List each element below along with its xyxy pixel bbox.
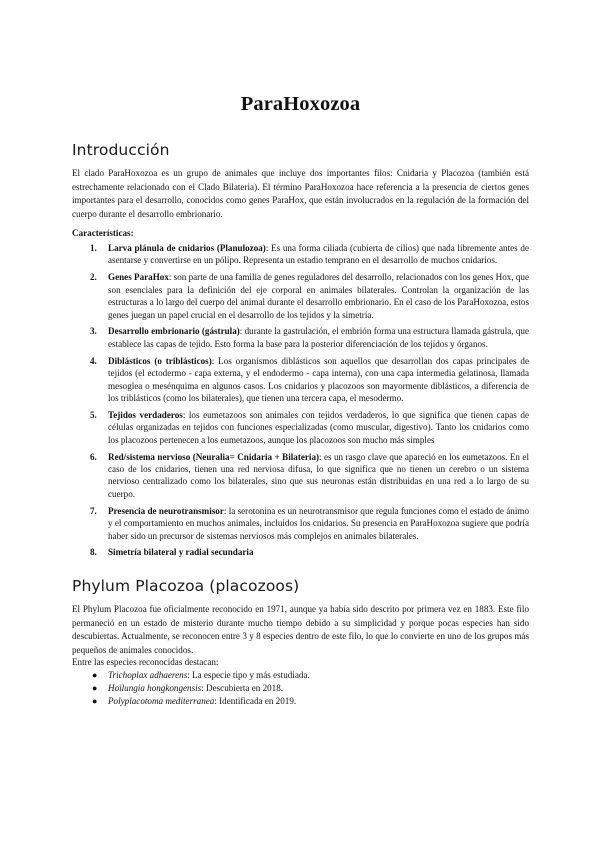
- list-item: [72, 695, 529, 708]
- list-text: : Los organismos diblásticos son aquellos que desarrollan dos capas principales de tejidos (el ectodermo - capa externa, y el endodermo - capa interna), con una capa intermedia gelatinosa, llamada mesoglea o mesénquima en algunos casos. Los cnidarios y placozoos son mayormente diblásticos, a diferencia de los triblásticos (como los bilaterales), que tienen una tercera capa, el mesodermo.: [108, 355, 529, 403]
- list-term: Desarrollo embrionario (gástrula): [108, 326, 240, 337]
- list-text: : la serotonina es un neurotransmisor que regula funciones como el estado de ánimo y el comportamiento en muchos animales, incluidos los cnidarios. Su presencia en ParaHoxozoa sugiere que podría haber sido un precursor de sistemas nerviosos más complejos en animales bilaterales.: [108, 505, 529, 541]
- species-name: Hoilungia hongkongensis: [108, 683, 202, 694]
- list-text: : son parte de una familia de genes reguladores del desarrollo, relacionados con los genes Hox, que son esenciales para la definición del eje corporal en animales bilaterales. Controlan la organización de las estructuras a lo largo del cuerpo del animal durante el desarrollo embrionario. En el caso de los ParaHoxozoa, estos genes juegan un papel crucial en el desarrollo de los tejidos y la simetría.: [108, 272, 529, 320]
- species-desc: : Identificada en 2019.: [214, 696, 297, 707]
- list-number: 7.: [90, 505, 97, 516]
- list-term: Tejidos verdaderos: [108, 409, 183, 420]
- phylum-paragraph: El Phylum Placozoa fue oficialmente reconocido en 1971, aunque ya había sido descrito por primera vez en 1883. Este filo permaneció en un estado de misterio durante mucho tiempo debido a su simplicidad y porque pocas especies han sido descubiertas. Actualmente, se reconocen entre 3 y 8 especies dentro de este filo, lo que lo convierte en uno de los grupos más pequeños de animales conocidos.: [72, 604, 529, 655]
- bullet-icon: ●: [92, 683, 98, 694]
- characteristics-label: Características:: [72, 228, 134, 238]
- list-number: 5.: [90, 409, 97, 420]
- list-term: Larva plánula de cnidarios (Planulozoa): [108, 243, 266, 253]
- list-number: 1.: [90, 243, 97, 253]
- species-name: Trichoplax adhaerens: [108, 670, 188, 680]
- list-number: 8.: [90, 547, 97, 558]
- section-heading-phylum: Phylum Placozoa (placozoos): [72, 577, 300, 595]
- species-list: [72, 669, 529, 709]
- document-title: ParaHoxozoa: [240, 93, 361, 115]
- list-text: : los eumetazoos son animales con tejidos verdaderos, lo que significa que tienen capas de células organizadas en tejidos con funciones especializadas (como muscular, digestivo). Tanto los cnidarios como los placozoos pertenecen a los eumetazoos, aunque los placozoos son mucho más simples: [108, 409, 529, 445]
- list-number: 2.: [90, 272, 97, 283]
- list-text: : Es una forma ciliada (cubierta de cilios) que nada libremente antes de asentarse y convertirse en un pólipo. Representa un estadio temprano en el desarrollo de muchos cnidarios.: [108, 243, 529, 266]
- list-text: : es un rasgo clave que apareció en los eumetazoos. En el caso de los cnidarios, tienen una red nerviosa difusa, lo que significa que no tienen un cerebro o un sistema nervioso centralizado como los bilaterales, sino que sus neuronas están distribuidas en una red a lo largo de su cuerpo.: [108, 451, 529, 499]
- species-name: Polyplacotoma mediterranea: [108, 696, 215, 707]
- list-term: Presencia de neurotransmisor: [108, 505, 224, 516]
- list-number: 3.: [90, 326, 97, 337]
- bullet-icon: ●: [92, 696, 98, 707]
- species-desc: : La especie tipo y más estudiada.: [187, 670, 310, 680]
- list-item: [72, 451, 529, 501]
- list-term: Diblásticos (o triblásticos): [108, 355, 212, 366]
- list-item: [72, 682, 529, 695]
- list-number: 4.: [90, 355, 97, 366]
- list-term: Genes ParaHox: [108, 272, 169, 283]
- list-item: [72, 325, 529, 350]
- list-item: [72, 546, 529, 558]
- list-item: [72, 409, 529, 446]
- characteristics-list: [72, 242, 529, 563]
- list-term: Red/sistema nervioso (Neuralia= Cnidaria + Bilateria): [108, 451, 320, 462]
- list-item: [72, 505, 529, 542]
- list-item: [72, 271, 529, 321]
- section-heading-intro: Introducción: [72, 141, 170, 159]
- intro-paragraph: El clado ParaHoxozoa es un grupo de animales que incluye dos importantes filos: Cnidaria y Placozoa (también está estrechamente relacionado con el Clado Bilateria). El término ParaHoxozoa hace referencia a la presencia de ciertos genes importantes para el desarrollo, conocidos como genes ParaHox, que están involucrados en la regulación de la formación del cuerpo durante el desarrollo embrionario.: [72, 168, 529, 219]
- list-text: : durante la gastrulación, el embrión forma una estructura llamada gástrula, que establece las capas de tejido. Esto forma la base para la posterior diferenciación de los tejidos y órganos.: [108, 326, 529, 349]
- list-term: Simetría bilateral y radial secundaria: [108, 547, 254, 558]
- species-desc: : Descubierta en 2018.: [201, 683, 284, 694]
- species-intro: Entre las especies reconocidas destacan:: [72, 657, 219, 667]
- list-number: 6.: [90, 451, 97, 462]
- list-item: [72, 669, 529, 682]
- bullet-icon: ●: [92, 670, 98, 680]
- list-item: [72, 242, 529, 267]
- list-item: [72, 355, 529, 405]
